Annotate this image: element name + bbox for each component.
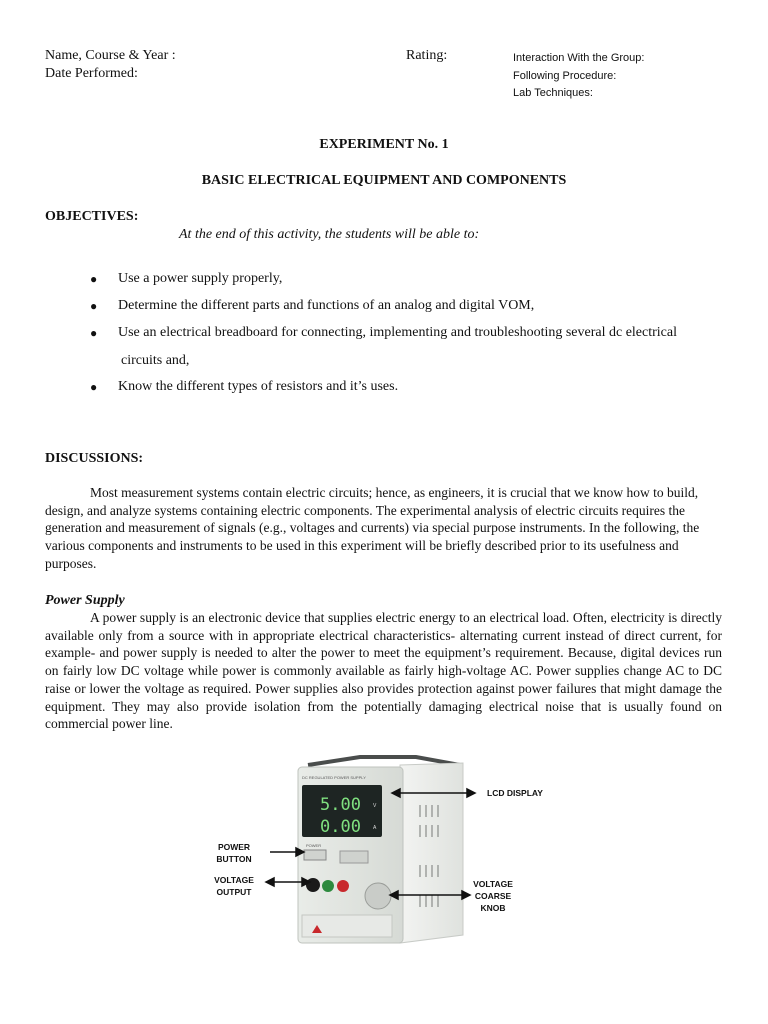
- case-side: [400, 763, 463, 943]
- objective-item-continuation: circuits and,: [121, 353, 190, 368]
- rating-label: Rating:: [406, 48, 448, 63]
- green-terminal: [322, 880, 334, 892]
- objectives-intro: At the end of this activity, the students will be able to:: [179, 227, 480, 242]
- power-supply-heading: Power Supply: [45, 593, 125, 608]
- criteria-procedure: Following Procedure:: [513, 69, 617, 82]
- coarse-knob: [365, 883, 391, 909]
- voltage-readout: 5.00: [320, 795, 361, 815]
- red-terminal: [337, 880, 349, 892]
- power-supply-paragraph: A power supply is an electronic device that supplies electric energy to an electrical load. Often, electricity is directly available only from a source with in appropriate electrical characteristics- alternating current instead of direct current, for example- and power supply is needed to alter the power to meet the equipment’s requirement. Because, digital devices run on fairly low DC voltage while power is commonly available as fairly high-voltage AC. Power supplies change AC to DC raise or lower the voltage as required. Power supplies also provides protection against power failures that might damage the equipment. They may also provide isolation from the potentially damaging electrical noise that is usually found on commercial power line.: [45, 610, 722, 732]
- power-supply-figure: [180, 755, 560, 950]
- bullet-icon: ●: [90, 299, 98, 313]
- date-performed-label: Date Performed:: [45, 66, 138, 81]
- power-button-text: POWER: [306, 843, 322, 848]
- unit-v: V: [373, 803, 377, 809]
- mode-switch: [340, 851, 368, 863]
- name-course-year-label: Name, Course & Year :: [45, 48, 176, 63]
- experiment-number: EXPERIMENT No. 1: [319, 137, 449, 152]
- bullet-icon: ●: [90, 380, 98, 394]
- panel-title: DC REGULATED POWER SUPPLY: [302, 775, 366, 780]
- criteria-lab-techniques: Lab Techniques:: [513, 87, 593, 99]
- bullet-icon: ●: [90, 326, 98, 340]
- criteria-interaction: Interaction With the Group:: [513, 52, 645, 64]
- criteria-list: [513, 50, 644, 103]
- current-readout: 0.00: [320, 817, 361, 837]
- voltage-output-label: VOLTAGE OUTPUT: [214, 875, 254, 897]
- bullet-icon: ●: [90, 272, 98, 286]
- black-terminal: [306, 878, 320, 892]
- voltage-coarse-knob-label: VOLTAGE COARSE KNOB: [473, 879, 513, 913]
- unit-a: A: [373, 825, 377, 831]
- objectives-heading: OBJECTIVES:: [45, 209, 139, 224]
- bottom-panel: [302, 915, 392, 937]
- power-button: [304, 850, 326, 860]
- discussions-heading: DISCUSSIONS:: [45, 451, 144, 466]
- discussions-paragraph: Most measurement systems contain electric circuits; hence, as engineers, it is crucial that we know how to build, design, and analyze systems containing electric components. The experimental analysis of electric circuits requires the generation and measurement of signals (e.g., voltages and currents) via special purpose instruments. In the following, the various components and instruments to be used in this experiment will be briefly described prior to its usefulness and purposes.: [45, 485, 700, 571]
- lcd-display-label: LCD DISPLAY: [487, 788, 543, 798]
- power-button-label: POWER BUTTON: [216, 842, 252, 864]
- experiment-title: BASIC ELECTRICAL EQUIPMENT AND COMPONENTS: [201, 173, 567, 188]
